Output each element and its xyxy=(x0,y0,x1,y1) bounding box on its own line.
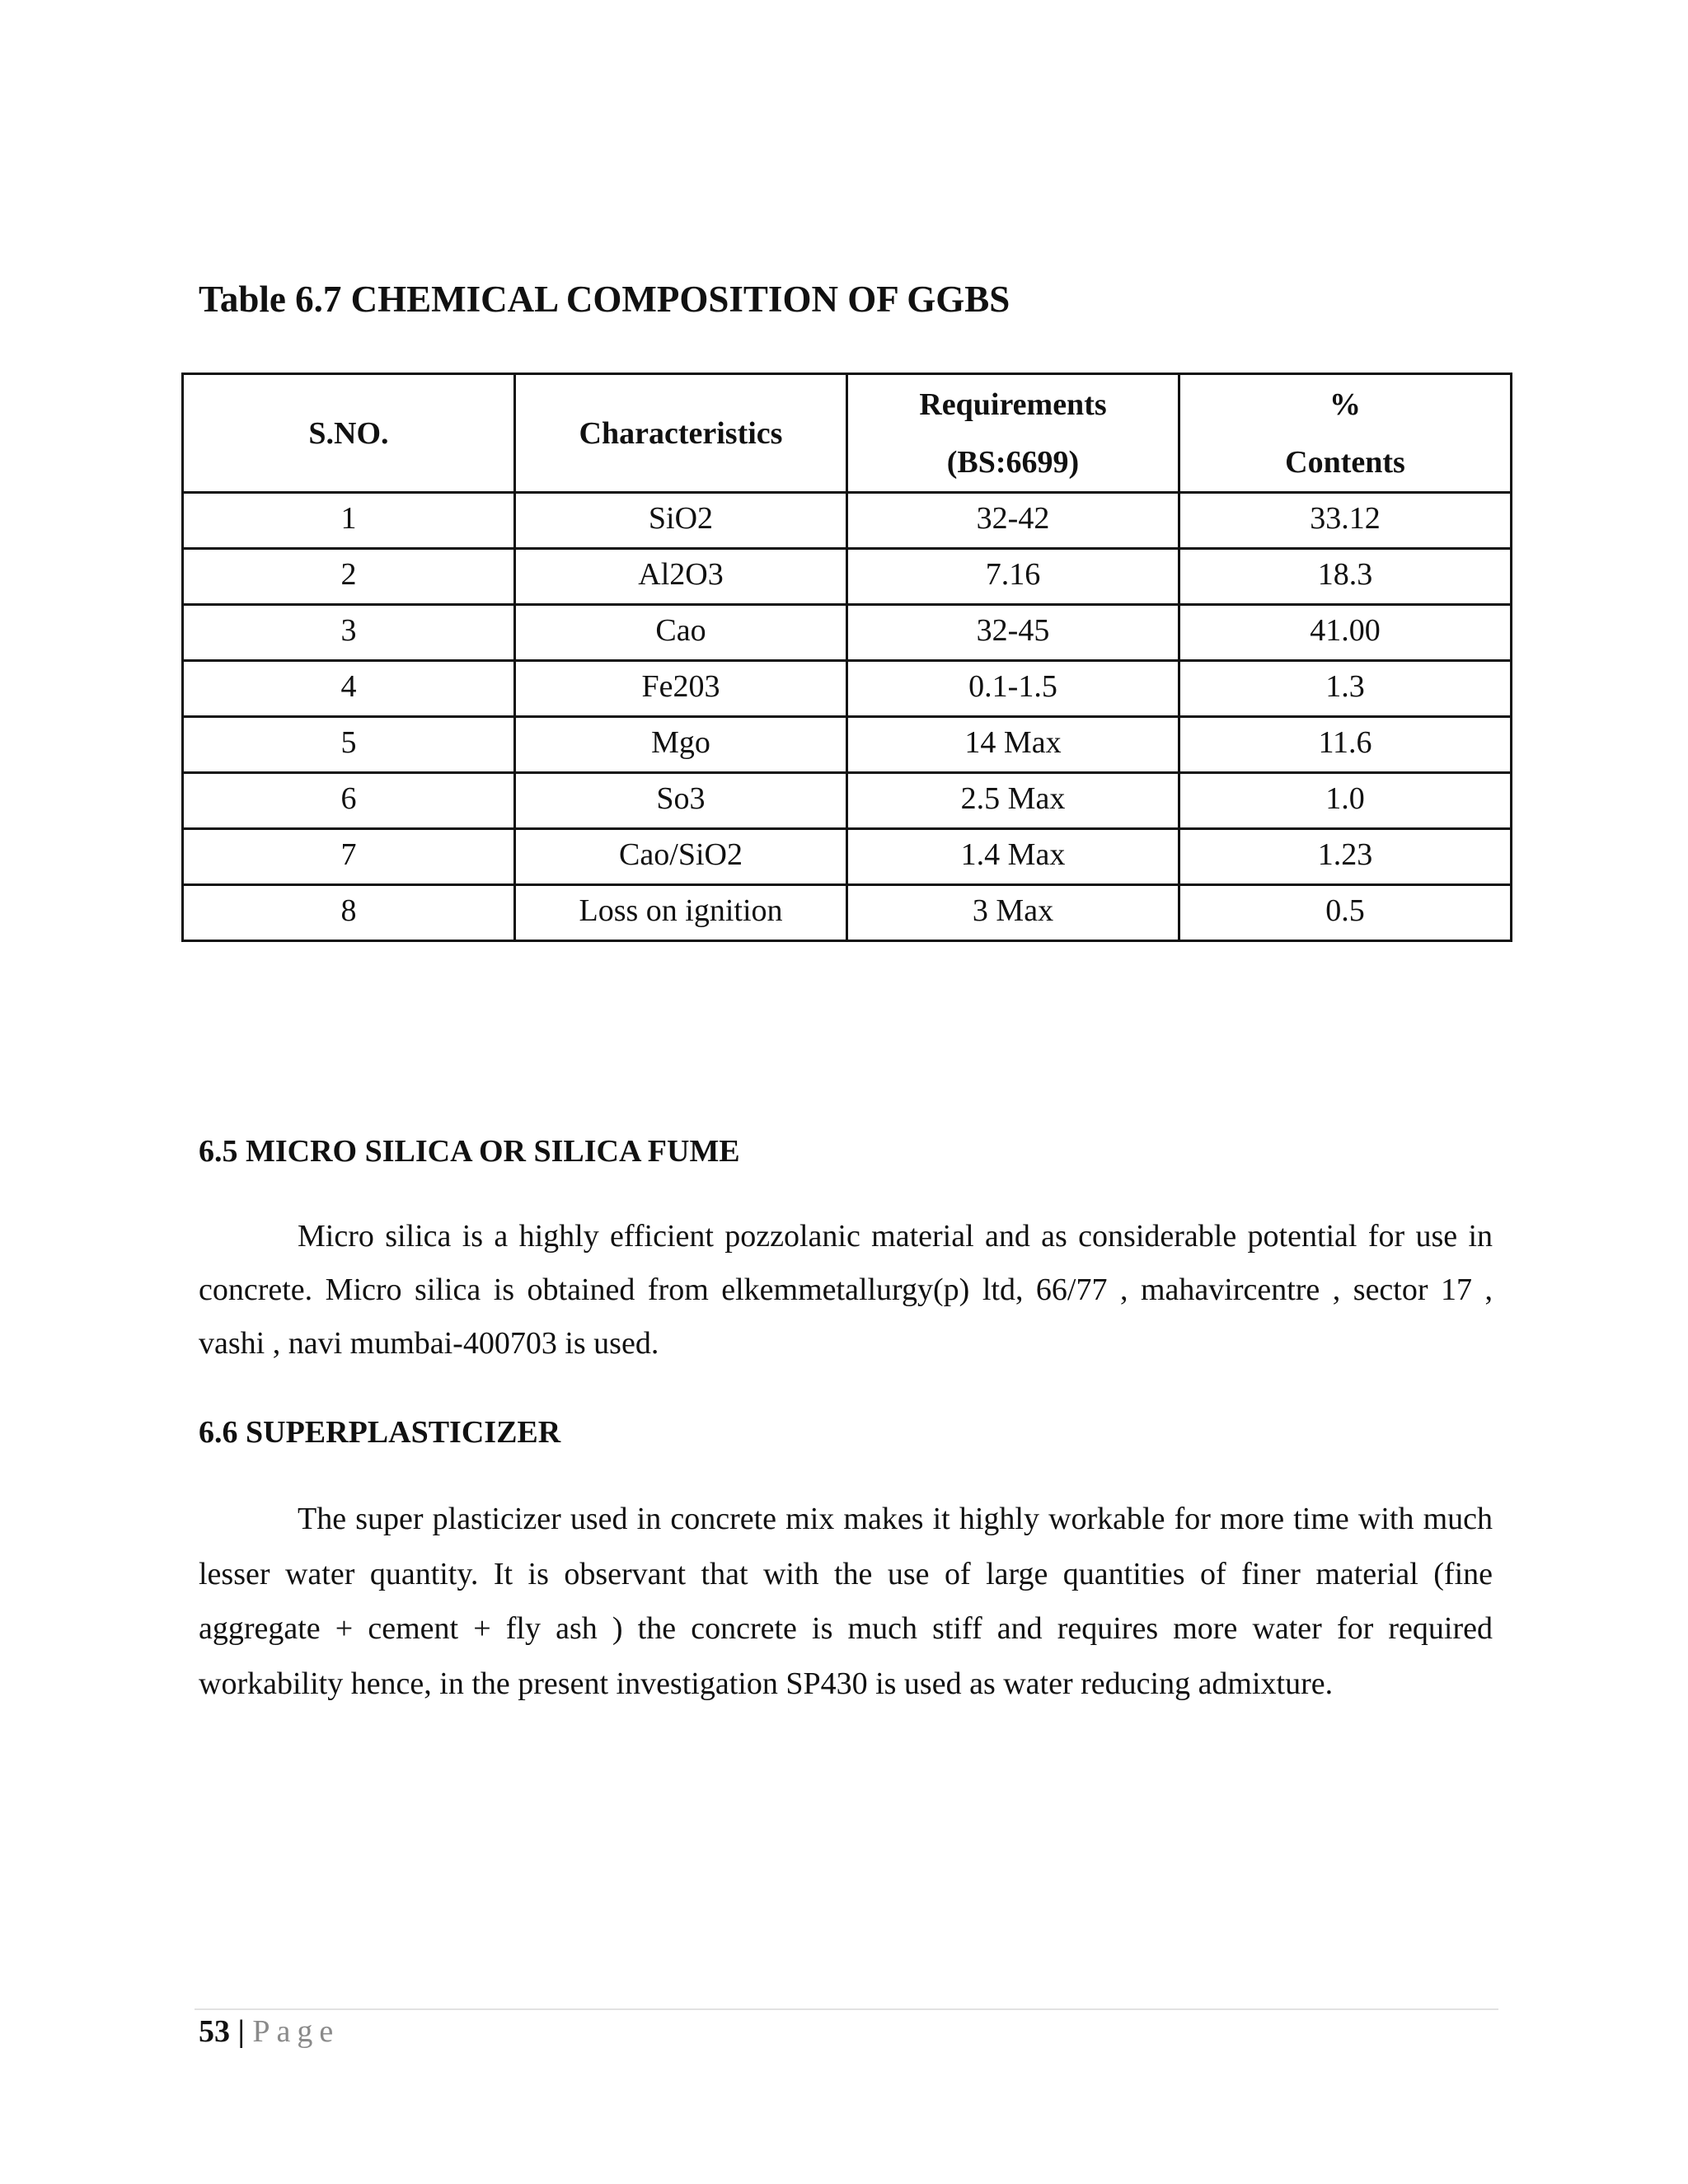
cell-characteristic: Loss on ignition xyxy=(515,885,847,941)
cell-sno: 1 xyxy=(183,493,515,549)
cell-sno: 3 xyxy=(183,605,515,661)
cell-characteristic: Fe203 xyxy=(515,661,847,717)
header-requirements xyxy=(847,374,1179,493)
cell-sno: 8 xyxy=(183,885,515,941)
page-footer xyxy=(199,2011,340,2052)
header-characteristics: Characteristics xyxy=(515,374,847,493)
page-number: 53 xyxy=(199,2014,230,2049)
table-row xyxy=(183,549,1512,605)
cell-characteristic: Cao/SiO2 xyxy=(515,829,847,885)
cell-sno: 6 xyxy=(183,773,515,829)
cell-content: 0.5 xyxy=(1179,885,1512,941)
cell-requirement: 3 Max xyxy=(847,885,1179,941)
cell-requirement: 1.4 Max xyxy=(847,829,1179,885)
cell-content: 1.3 xyxy=(1179,661,1512,717)
table-row xyxy=(183,605,1512,661)
cell-characteristic: Cao xyxy=(515,605,847,661)
cell-characteristic: So3 xyxy=(515,773,847,829)
cell-content: 11.6 xyxy=(1179,717,1512,773)
cell-sno: 2 xyxy=(183,549,515,605)
cell-characteristic: Mgo xyxy=(515,717,847,773)
section-paragraph-micro-silica: Micro silica is a highly efficient pozzolanic material and as considerable potential for use in concrete. Micro silica is obtained from elkemmetallurgy(p) ltd, 66/77 , mahavircentre , sector 17 , vashi , navi mumbai-400703 is used. xyxy=(199,1219,1493,1361)
page-label: Page xyxy=(252,2014,340,2049)
cell-requirement: 7.16 xyxy=(847,549,1179,605)
cell-content: 18.3 xyxy=(1179,549,1512,605)
header-sno: S.NO. xyxy=(183,374,515,493)
header-contents xyxy=(1179,374,1512,493)
cell-characteristic: SiO2 xyxy=(515,493,847,549)
table-header-row xyxy=(183,374,1512,493)
chemical-composition-table xyxy=(181,373,1512,942)
header-requirements-line2: (BS:6699) xyxy=(946,444,1080,480)
table-row xyxy=(183,885,1512,941)
table-row xyxy=(183,829,1512,885)
cell-sno: 5 xyxy=(183,717,515,773)
table-row xyxy=(183,493,1512,549)
cell-requirement: 0.1-1.5 xyxy=(847,661,1179,717)
cell-requirement: 2.5 Max xyxy=(847,773,1179,829)
cell-sno: 4 xyxy=(183,661,515,717)
header-requirements-line1: Requirements xyxy=(919,387,1107,422)
cell-characteristic: Al2O3 xyxy=(515,549,847,605)
header-contents-line2: Contents xyxy=(1285,444,1405,480)
cell-requirement: 14 Max xyxy=(847,717,1179,773)
cell-content: 33.12 xyxy=(1179,493,1512,549)
cell-content: 1.23 xyxy=(1179,829,1512,885)
cell-content: 41.00 xyxy=(1179,605,1512,661)
cell-content: 1.0 xyxy=(1179,773,1512,829)
table-title: Table 6.7 CHEMICAL COMPOSITION OF GGBS xyxy=(199,279,1010,320)
table-row xyxy=(183,661,1512,717)
table-row xyxy=(183,773,1512,829)
section-heading-micro-silica: 6.5 MICRO SILICA OR SILICA FUME xyxy=(199,1134,740,1169)
header-contents-line1: % xyxy=(1329,387,1361,422)
footer-divider xyxy=(195,2008,1498,2010)
section-heading-superplasticizer: 6.6 SUPERPLASTICIZER xyxy=(199,1415,561,1450)
cell-requirement: 32-45 xyxy=(847,605,1179,661)
table-row xyxy=(183,717,1512,773)
page-separator: | xyxy=(237,2014,245,2049)
cell-requirement: 32-42 xyxy=(847,493,1179,549)
section-paragraph-superplasticizer: The super plasticizer used in concrete mix makes it highly workable for more time with much lesser water quantity. It is observant that with the use of large quantities of finer material (fine aggregate + cement + fly ash ) the concrete is much stiff and requires more water for required workability hence, in the present investigation SP430 is used as water reducing admixture. xyxy=(199,1502,1493,1701)
cell-sno: 7 xyxy=(183,829,515,885)
